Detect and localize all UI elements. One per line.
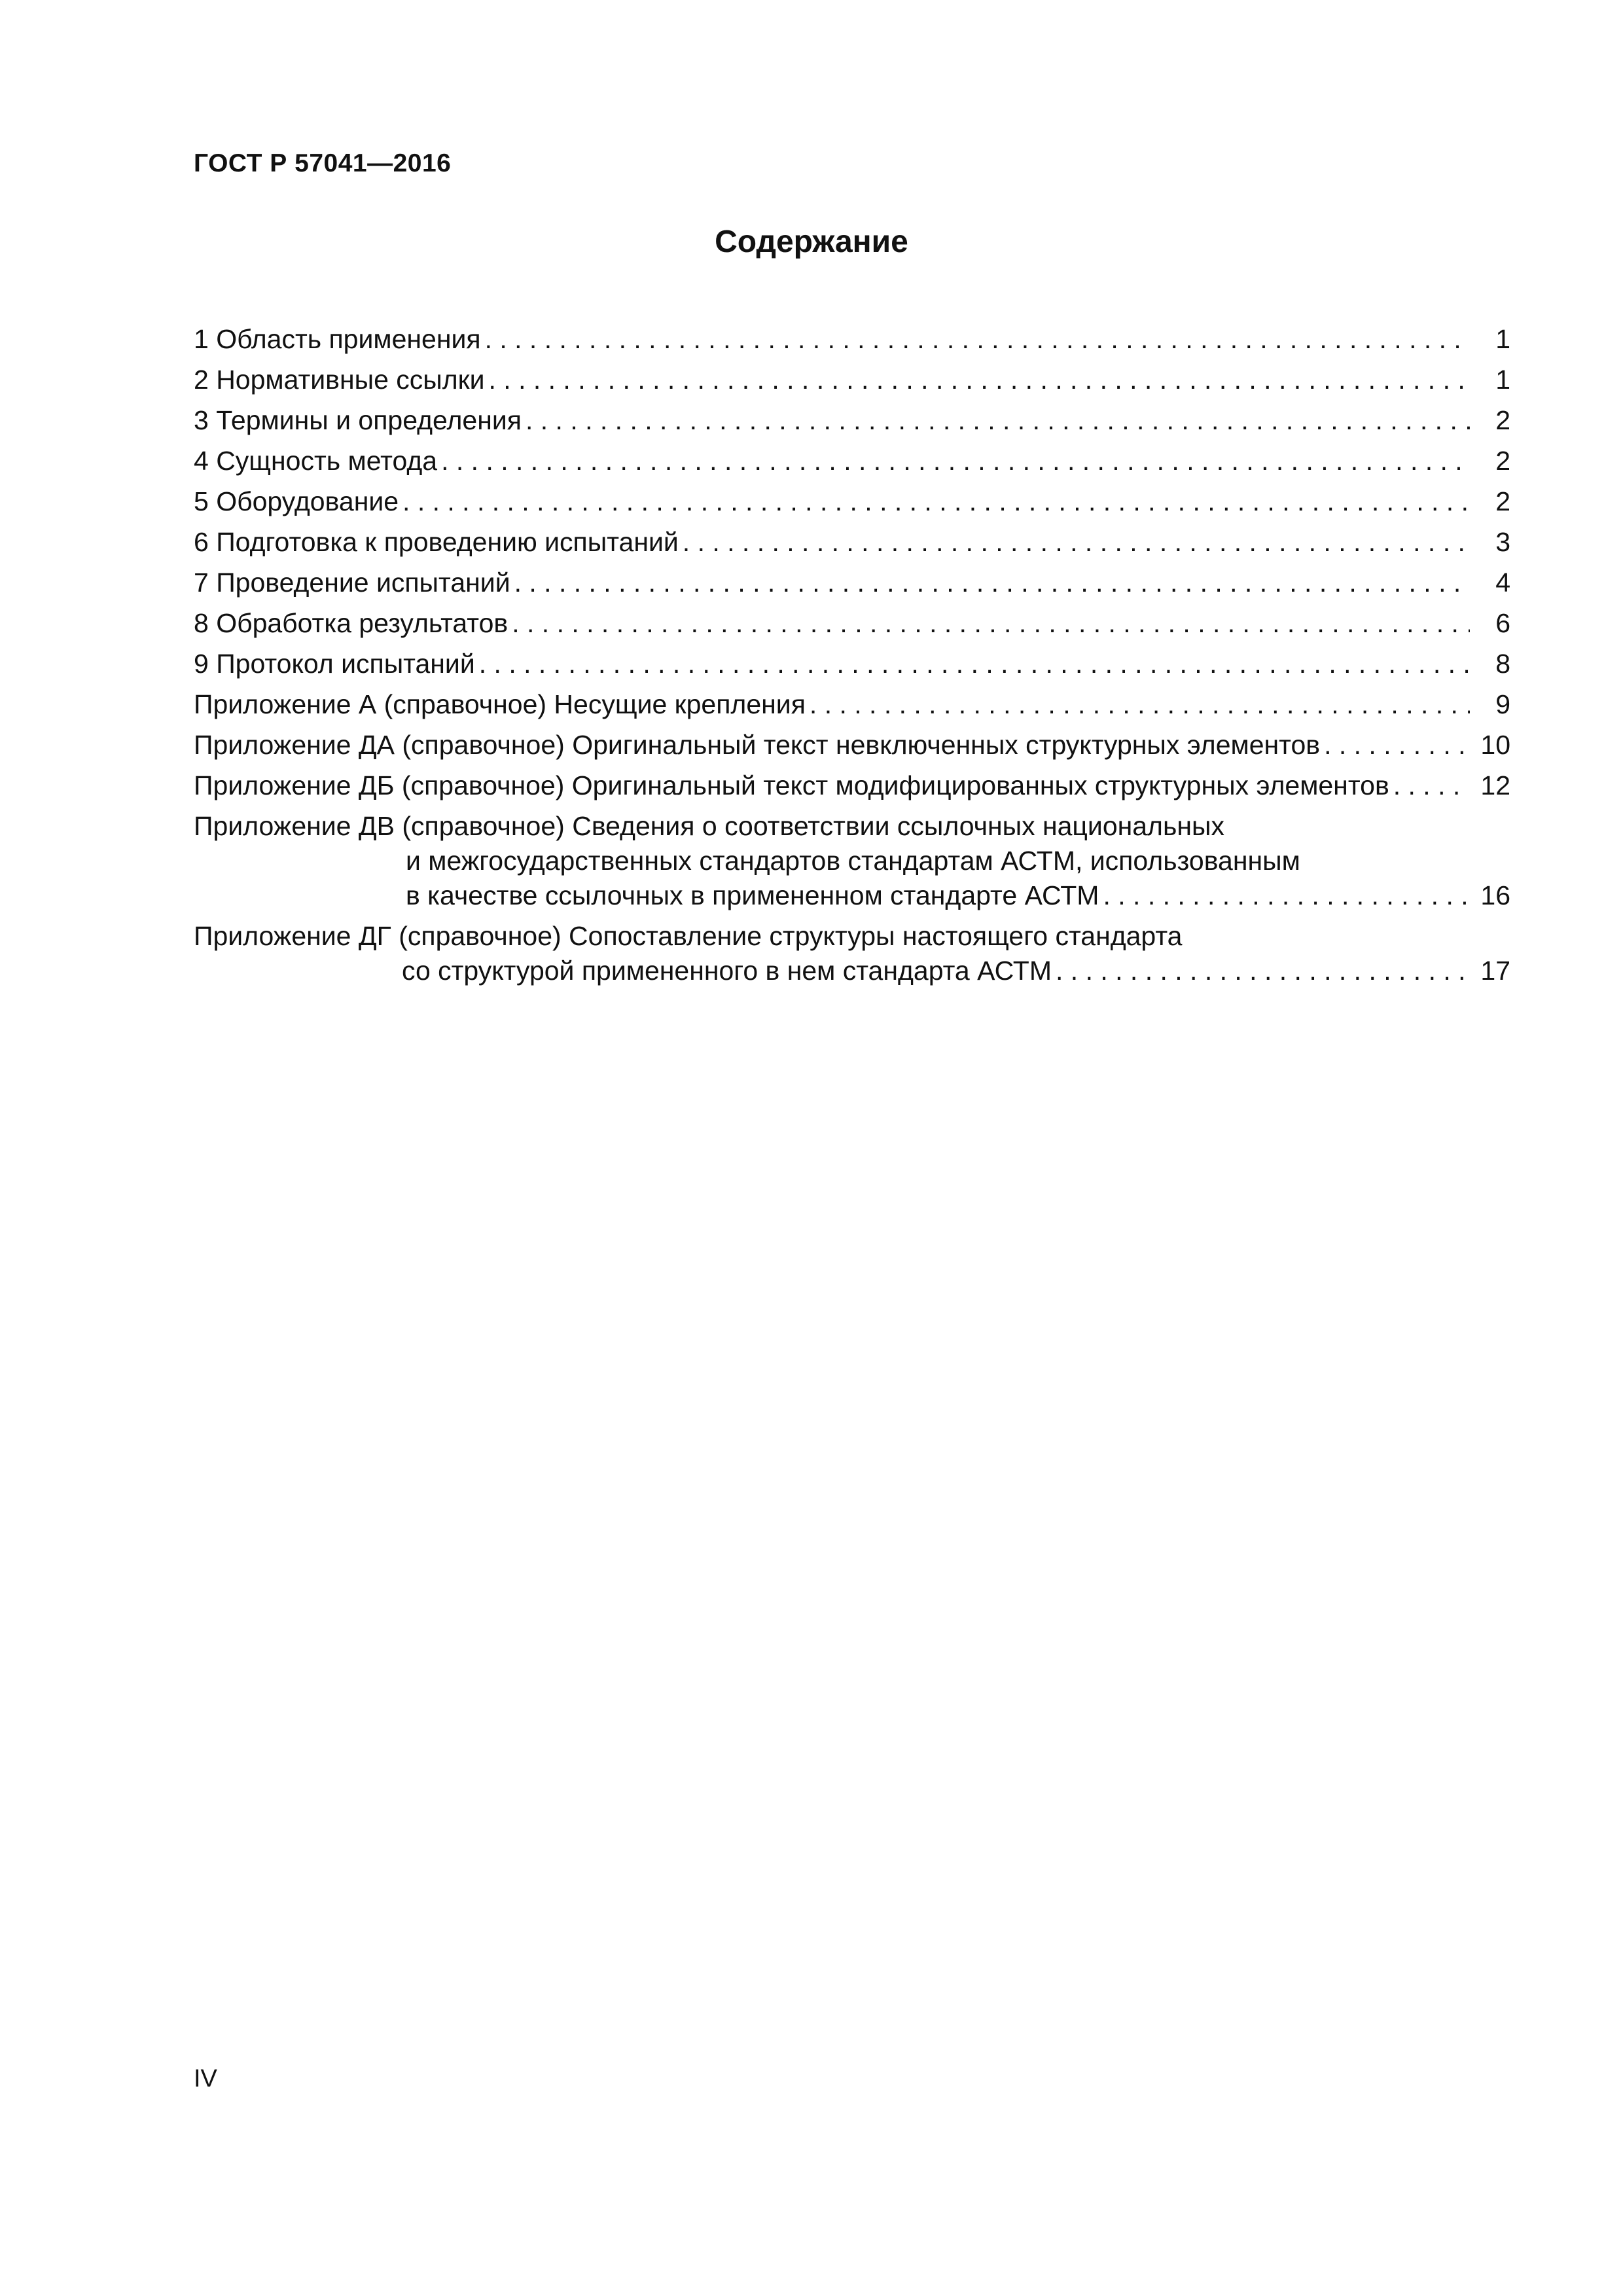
dot-leader <box>683 525 1470 560</box>
toc-entry-page: 2 <box>1495 486 1510 516</box>
dot-leader <box>810 687 1470 722</box>
dot-leader <box>512 606 1470 641</box>
toc-entry-text: 3 Термины и определения <box>194 405 522 435</box>
toc-entry-text: Приложение ДБ (справочное) Оригинальный текст модифицированных структурных элементов <box>194 770 1389 800</box>
toc-entry-page: 9 <box>1495 689 1510 719</box>
toc-entry-annex-da[interactable] <box>194 728 1510 762</box>
toc-entry-test-report[interactable] <box>194 647 1510 681</box>
toc-entry-text-line: со структурой примененного в нем стандарта АСТМ <box>402 956 1052 986</box>
toc-entry-text: Приложение ДА (справочное) Оригинальный текст невключенных структурных элементов <box>194 730 1321 760</box>
toc-entry-text: 8 Обработка результатов <box>194 608 508 638</box>
toc-entry-page: 3 <box>1495 527 1510 557</box>
dot-leader <box>441 444 1470 478</box>
toc-entry-text: 1 Область применения <box>194 324 481 354</box>
toc-entry-page: 12 <box>1480 770 1510 800</box>
toc-entry-page: 10 <box>1480 730 1510 760</box>
toc-entry-text: Приложение А (справочное) Несущие крепления <box>194 689 806 719</box>
toc-entry-annex-dv[interactable] <box>194 809 1510 913</box>
toc-entry-page: 8 <box>1495 649 1510 679</box>
toc-entry-equipment[interactable] <box>194 484 1510 519</box>
toc-entry-page: 1 <box>1495 365 1510 395</box>
toc-entry-text-line: Приложение ДГ (справочное) Сопоставление структуры настоящего стандарта <box>194 921 1183 951</box>
document-designation: ГОСТ Р 57041—2016 <box>194 149 452 177</box>
toc-entry-page: 2 <box>1495 405 1510 435</box>
toc-entry-text: 5 Оборудование <box>194 486 399 516</box>
toc-entry-method-essence[interactable] <box>194 444 1510 478</box>
dot-leader <box>402 484 1470 519</box>
dot-leader <box>485 322 1470 357</box>
toc-entry-annex-db[interactable] <box>194 768 1510 803</box>
toc-entry-page: 17 <box>1480 956 1510 986</box>
toc-entry-normative-references[interactable] <box>194 363 1510 397</box>
dot-leader <box>489 363 1471 397</box>
toc-entry-text: 9 Протокол испытаний <box>194 649 475 679</box>
toc-title: Содержание <box>715 224 908 259</box>
dot-leader <box>479 647 1470 681</box>
toc-entry-text: 4 Сущность метода <box>194 446 438 476</box>
toc-entry-page: 6 <box>1495 608 1510 638</box>
dot-leader <box>1103 878 1470 913</box>
toc-entry-text: 2 Нормативные ссылки <box>194 365 485 395</box>
dot-leader <box>1056 954 1470 988</box>
dot-leader <box>526 403 1470 438</box>
page-number: IV <box>194 2065 217 2092</box>
toc-entry-scope[interactable] <box>194 322 1510 357</box>
toc-entry-text-line: и межгосударственных стандартов стандартам АСТМ, использованным <box>406 846 1300 876</box>
toc-entry-annex-dg[interactable] <box>194 919 1510 988</box>
toc-entry-page: 4 <box>1495 567 1510 598</box>
toc-entry-page: 16 <box>1480 880 1510 910</box>
table-of-contents <box>194 322 1510 994</box>
toc-entry-test-preparation[interactable] <box>194 525 1510 560</box>
toc-entry-text-line: Приложение ДВ (справочное) Сведения о соответствии ссылочных национальных <box>194 811 1224 841</box>
toc-entry-results-processing[interactable] <box>194 606 1510 641</box>
toc-entry-page: 1 <box>1495 324 1510 354</box>
toc-entry-terms-and-definitions[interactable] <box>194 403 1510 438</box>
toc-entry-page: 2 <box>1495 446 1510 476</box>
toc-entry-test-procedure[interactable] <box>194 565 1510 600</box>
toc-entry-annex-a[interactable] <box>194 687 1510 722</box>
dot-leader <box>514 565 1470 600</box>
toc-entry-text: 6 Подготовка к проведению испытаний <box>194 527 679 557</box>
toc-entry-text-line: в качестве ссылочных в примененном стандарте АСТМ <box>406 880 1099 910</box>
dot-leader <box>1393 768 1470 803</box>
toc-entry-text: 7 Проведение испытаний <box>194 567 510 598</box>
dot-leader <box>1324 728 1470 762</box>
